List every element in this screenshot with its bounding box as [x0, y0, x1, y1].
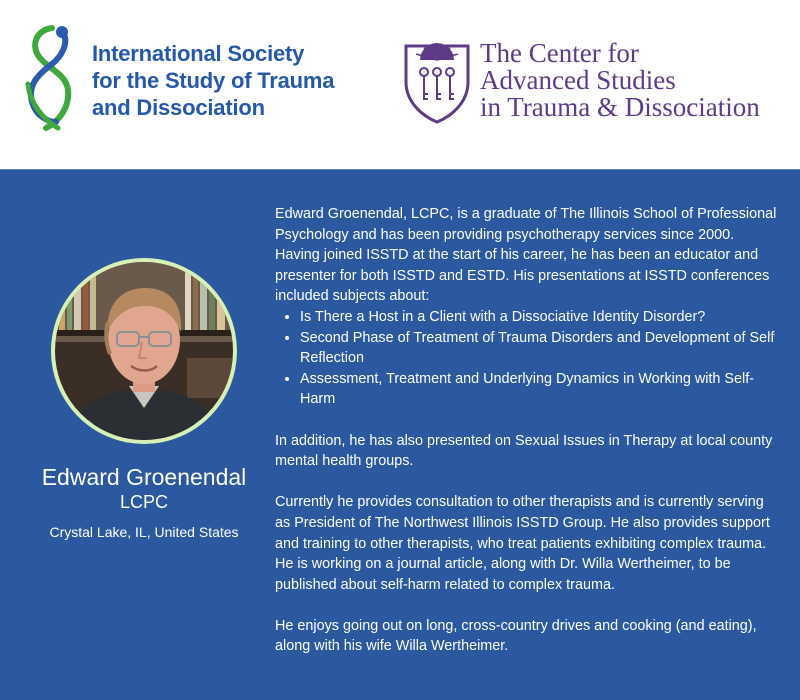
- isstd-name: [92, 40, 334, 121]
- header-banner: [0, 0, 800, 169]
- bio-topic-list: [275, 307, 780, 410]
- bio-topic-item: • Is There a Host in a Client with a Dissociative Identity Disorder?: [300, 307, 780, 328]
- bio-topic-item: • Assessment, Treatment and Underlying Dynamics in Working with Self-Harm: [300, 369, 780, 410]
- spacer: [275, 472, 780, 493]
- isstd-logo-icon: [22, 24, 80, 140]
- avatar-ring: [51, 258, 237, 444]
- portrait-photo-icon: [55, 262, 233, 440]
- spacer: [275, 595, 780, 616]
- center-name-line: in Trauma & Dissociation: [480, 92, 760, 122]
- biography: [275, 204, 780, 657]
- center-name: [480, 40, 760, 121]
- isstd-name-line: and Dissociation: [92, 95, 265, 120]
- profile-location: Crystal Lake, IL, United States: [49, 524, 239, 540]
- center-name-line: The Center for: [480, 38, 639, 68]
- bio-paragraph: In addition, he has also presented on Sexual Issues in Therapy at local county mental health groups.: [275, 432, 773, 470]
- profile-name: Edward Groenendal: [41, 464, 247, 490]
- bio-topic-item: • Second Phase of Treatment of Trauma Disorders and Development of Self Reflection: [300, 328, 780, 369]
- avatar: [55, 262, 233, 440]
- isstd-name-line: for the Study of Trauma: [92, 68, 335, 93]
- center-crest-icon: [402, 38, 472, 124]
- spacer: [275, 410, 780, 431]
- bio-intro: Edward Groenendal, LCPC, is a graduate of The Illinois School of Professional Psychology and has been providing psychotherapy services since 2000. Having joined ISSTD at the start of his career, he has been an educator and presenter for both ISSTD and ESTD. His presentations at ISSTD conferences included subjects about:: [275, 206, 777, 305]
- profile-credential: LCPC: [119, 492, 168, 512]
- bio-paragraph: He enjoys going out on long, cross-country drives and cooking (and eating), along with his wife Willa Wertheimer.: [275, 617, 757, 655]
- center-name-line: Advanced Studies: [480, 65, 676, 95]
- isstd-name-line: International Society: [92, 41, 305, 66]
- bio-paragraph: Currently he provides consultation to other therapists and is currently serving as President of The Northwest Illinois ISSTD Group. He also provides support and training to other therapists, who treat patients exhibiting complex trauma. He is working on a journal article, along with Dr. Willa Wertheimer, to be published about self-harm related to complex trauma.: [275, 494, 770, 593]
